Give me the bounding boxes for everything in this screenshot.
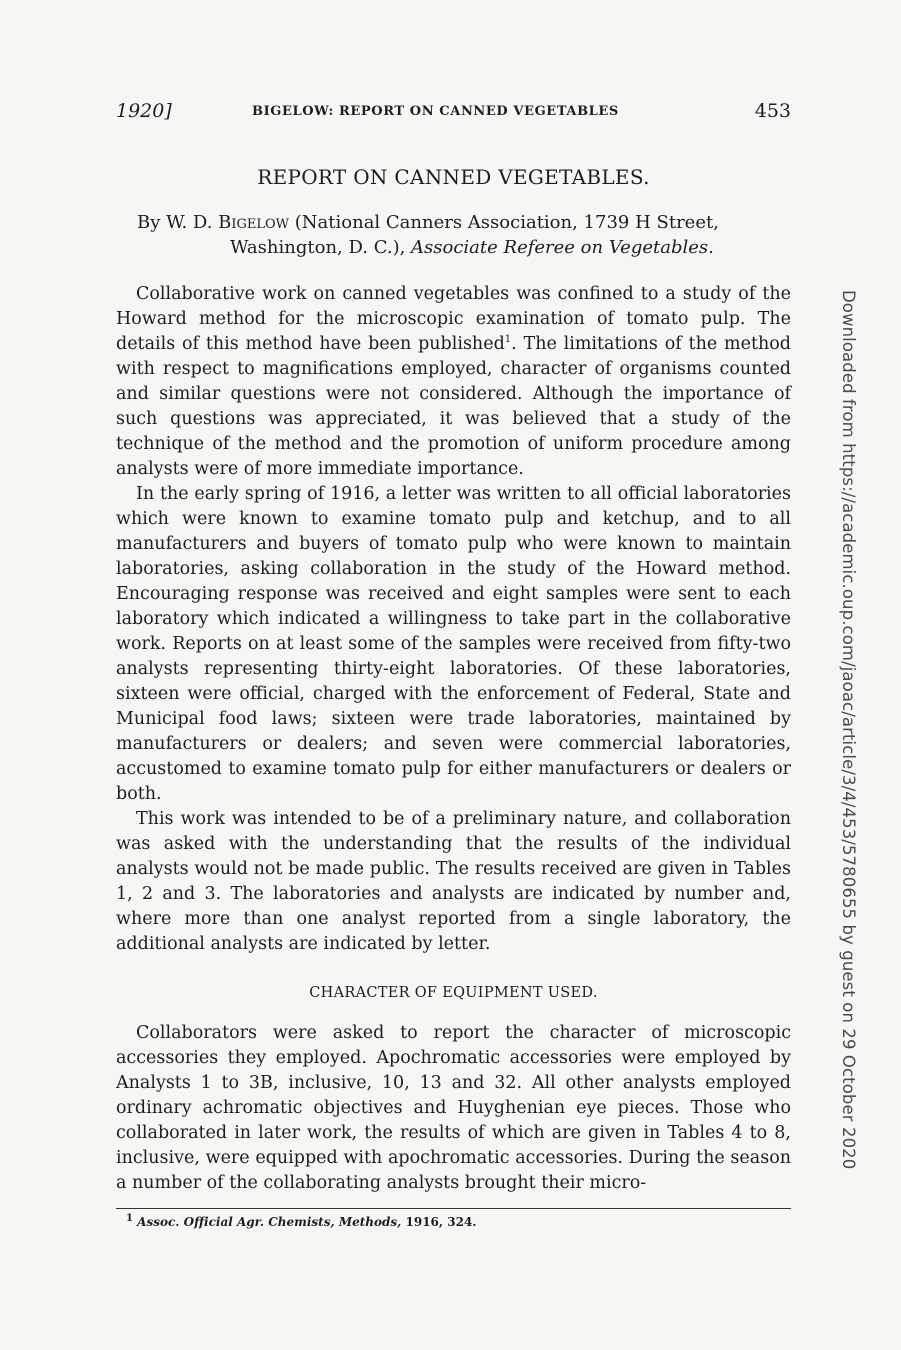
byline-line-2	[137, 235, 797, 260]
footnote-divider	[116, 1208, 791, 1209]
article-title: REPORT ON CANNED VEGETABLES.	[257, 165, 650, 189]
running-head-year: 1920]	[116, 100, 172, 122]
section-heading: CHARACTER OF EQUIPMENT USED.	[309, 985, 598, 1001]
paragraph-1-text: Collaborative work on canned vegetables was confined to a study of the Howard method for the microscopic examination of tomato pulp. The details of this method have been published	[116, 284, 791, 354]
paragraph-1	[116, 282, 791, 482]
paragraph-2: In the early spring of 1916, a letter was written to all official laboratories which were known to examine tomato pulp and ketchup, and to all manufacturers and buyers of tomato pulp who were known to maintain laboratories, asking collaboration in the study of the Howard method. Encouraging response was received and eight samples were sent to each laboratory which indicated a willingness to take part in the collaborative work. Reports on at least some of the samples were received from fifty-two analysts representing thirty-eight laboratories. Of these laboratories, sixteen were official, charged with the enforcement of Federal, State and Municipal food laws; sixteen were trade laboratories, maintained by manufacturers or dealers; and seven were commercial laboratories, accustomed to examine tomato pulp for either manufacturers or dealers or both.	[116, 484, 791, 804]
byline-line-1	[137, 210, 797, 235]
byline	[137, 210, 797, 260]
paragraph-3: This work was intended to be of a preliminary nature, and collaboration was asked with the understanding that the results of the individual analysts would not be made public. The results received are given in Tables 1, 2 and 3. The laboratories and analysts are indicated by number and, where more than one analyst reported from a single laboratory, the additional analysts are indicated by letter.	[116, 809, 791, 954]
footnote-marker: 1	[126, 1213, 133, 1224]
paragraph-1-text-cont: . The limitations of the method with respect to magnifications employed, character of organisms counted and similar questions were not considered. Although the importance of such questions was appreciated, it was believed that a study of the technique of the method and the promotion of uniform procedure among analysts were of more immediate importance.	[116, 334, 792, 479]
footnote-reference[interactable]: 1	[504, 334, 512, 346]
page-number: 453	[754, 100, 791, 122]
affiliation-line-2: Washington, D. C.),	[230, 237, 412, 258]
author-role: Associate Referee on Vegetables.	[411, 237, 714, 258]
footnote	[126, 1215, 477, 1229]
section-body	[116, 1021, 791, 1196]
running-head	[116, 100, 791, 124]
running-head-title: BIGELOW: REPORT ON CANNED VEGETABLES	[252, 104, 619, 119]
author-name: Bigelow	[218, 212, 290, 233]
footnote-details: 1916, 324.	[401, 1215, 477, 1229]
byline-prefix: By W. D.	[137, 212, 219, 233]
section-paragraph: Collaborators were asked to report the character of microscopic accessories they employed. Apochromatic accessories were employed by Analysts 1 to 3B, inclusive, 10, 13 and 32. All other analysts employed ordinary achromatic objectives and Huyghenian eye pieces. Those who collaborated in later work, the results of which are given in Tables 4 to 8, inclusive, were equipped with apochromatic accessories. During the season a number of the collaborating analysts brought their micro-	[116, 1023, 791, 1193]
affiliation-line-1: (National Canners Association, 1739 H Street,	[289, 212, 719, 233]
download-watermark: Downloaded from https://academic.oup.com/jaoac/article/3/4/453/5780655 by guest on 29 October 2020	[839, 290, 858, 1170]
article-body	[116, 282, 791, 957]
footnote-source: Assoc. Official Agr. Chemists, Methods,	[137, 1215, 402, 1229]
